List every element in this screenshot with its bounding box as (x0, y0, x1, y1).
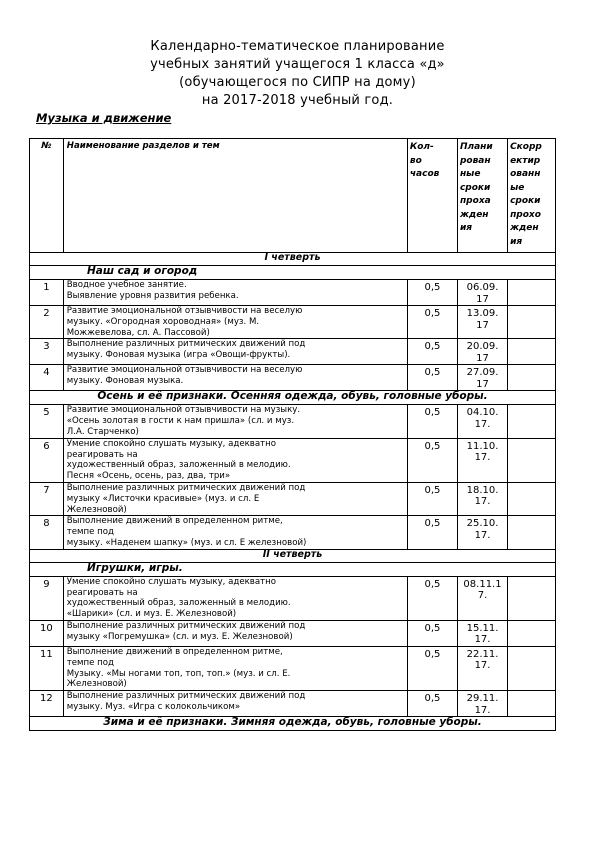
row-planned-date: 04.10. 17. (457, 405, 507, 438)
row-number: 9 (30, 576, 64, 620)
section-autumn-label: Осень и её признаки. Осенняя одежда, обувь, головные уборы. (30, 391, 556, 405)
section-autumn (30, 391, 556, 405)
row-hours: 0,5 (407, 620, 457, 646)
title-line-2: учебных занятий учащегося 1 класса «д» (150, 57, 445, 72)
title-line-3: (обучающегося по СИПР на дому) (179, 75, 416, 90)
header-name: Наименование разделов и тем (63, 139, 407, 253)
row-number: 10 (30, 620, 64, 646)
row-corrected-date (508, 306, 556, 339)
row-hours: 0,5 (407, 482, 457, 515)
row-topic: Выполнение различных ритмических движений под музыку «Листочки красивые» (муз. и сл. Е Железновой) (63, 482, 407, 515)
row-topic: Развитие эмоциональной отзывчивости на веселую музыку. Фоновая музыка. (63, 365, 407, 391)
row-hours: 0,5 (407, 365, 457, 391)
table-row (30, 365, 556, 391)
row-number: 8 (30, 516, 64, 549)
row-planned-date: 06.09. 17 (457, 280, 507, 306)
row-number: 12 (30, 691, 64, 717)
row-corrected-date (508, 646, 556, 690)
table-row (30, 405, 556, 438)
row-topic: Умение спокойно слушать музыку, адекватно реагировать на художественный образ, заложенный в мелодию. «Шарики» (сл. и муз. Е. Железновой) (63, 576, 407, 620)
row-number: 4 (30, 365, 64, 391)
table-row (30, 306, 556, 339)
row-planned-date: 22.11. 17. (457, 646, 507, 690)
document-title (0, 38, 595, 110)
quarter-1-header-label: I четверть (30, 253, 556, 266)
row-number: 7 (30, 482, 64, 515)
row-corrected-date (508, 438, 556, 482)
row-corrected-date (508, 339, 556, 365)
row-topic: Выполнение различных ритмических движений под музыку «Погремушка» (сл. и муз. Е. Железновой) (63, 620, 407, 646)
row-number: 1 (30, 280, 64, 306)
row-topic: Развитие эмоциональной отзывчивости на музыку. «Осень золотая в гости к нам пришла» (сл. и муз. Л.А. Старченко) (63, 405, 407, 438)
table-row (30, 516, 556, 549)
table-row (30, 438, 556, 482)
table-row (30, 691, 556, 717)
table-row (30, 620, 556, 646)
row-planned-date: 11.10. 17. (457, 438, 507, 482)
row-corrected-date (508, 691, 556, 717)
row-planned-date: 08.11.1 7. (457, 576, 507, 620)
row-hours: 0,5 (407, 280, 457, 306)
row-topic: Развитие эмоциональной отзывчивости на веселую музыку. «Огородная хороводная» (муз. М. Можжевелова, сл. А. Пассовой) (63, 306, 407, 339)
row-hours: 0,5 (407, 516, 457, 549)
table-row (30, 576, 556, 620)
row-planned-date: 25.10. 17. (457, 516, 507, 549)
row-topic: Умение спокойно слушать музыку, адекватно реагировать на художественный образ, заложенный в мелодию. Песня «Осень, осень, раз, два, три» (63, 438, 407, 482)
table-row (30, 646, 556, 690)
row-number: 5 (30, 405, 64, 438)
plan-table (29, 138, 556, 731)
row-topic: Выполнение различных ритмических движений под музыку. Фоновая музыка (игра «Овощи-фрукты). (63, 339, 407, 365)
row-number: 2 (30, 306, 64, 339)
row-planned-date: 13.09. 17 (457, 306, 507, 339)
row-corrected-date (508, 405, 556, 438)
row-hours: 0,5 (407, 405, 457, 438)
row-corrected-date (508, 516, 556, 549)
section-toys-label: Игрушки, игры. (30, 562, 556, 576)
section-garden (30, 266, 556, 280)
title-line-4: на 2017-2018 учебный год. (201, 93, 394, 108)
row-hours: 0,5 (407, 576, 457, 620)
row-planned-date: 15.11. 17. (457, 620, 507, 646)
row-number: 6 (30, 438, 64, 482)
table-row (30, 339, 556, 365)
quarter-1-header (30, 253, 556, 266)
row-corrected-date (508, 482, 556, 515)
section-winter-label: Зима и её признаки. Зимняя одежда, обувь, головные уборы. (30, 717, 556, 731)
section-garden-label: Наш сад и огород (30, 266, 556, 280)
row-hours: 0,5 (407, 691, 457, 717)
header-plan: Плани рован ные сроки проха жден ия (457, 139, 507, 253)
row-hours: 0,5 (407, 438, 457, 482)
row-planned-date: 20.09. 17 (457, 339, 507, 365)
section-winter (30, 717, 556, 731)
header-fact: Скорр ектир ованн ые сроки прохо жден ия (508, 139, 556, 253)
row-corrected-date (508, 280, 556, 306)
section-toys (30, 562, 556, 576)
quarter-2-header (30, 549, 556, 562)
row-topic: Выполнение движений в определенном ритме, темпе под музыку. «Наденем шапку» (муз. и сл. Е железновой) (63, 516, 407, 549)
row-corrected-date (508, 620, 556, 646)
row-corrected-date (508, 365, 556, 391)
row-planned-date: 18.10. 17. (457, 482, 507, 515)
row-corrected-date (508, 576, 556, 620)
row-number: 3 (30, 339, 64, 365)
row-number: 11 (30, 646, 64, 690)
subject-heading: Музыка и движение (36, 111, 172, 125)
row-hours: 0,5 (407, 646, 457, 690)
row-topic: Выполнение различных ритмических движений под музыку. Муз. «Игра с колокольчиком» (63, 691, 407, 717)
header-hours: Кол- во часов (407, 139, 457, 253)
title-line-1: Календарно-тематическое планирование (150, 39, 445, 54)
header-num: № (30, 139, 64, 253)
row-hours: 0,5 (407, 306, 457, 339)
row-planned-date: 27.09. 17 (457, 365, 507, 391)
row-topic: Выполнение движений в определенном ритме, темпе под Музыку. «Мы ногами топ, топ, топ.» (муз. и сл. Е. Железновой) (63, 646, 407, 690)
row-topic: Вводное учебное занятие. Выявление уровня развития ребенка. (63, 280, 407, 306)
row-hours: 0,5 (407, 339, 457, 365)
quarter-2-header-label: II четверть (30, 549, 556, 562)
table-row (30, 482, 556, 515)
table-header-row (30, 139, 556, 253)
table-row (30, 280, 556, 306)
row-planned-date: 29.11. 17. (457, 691, 507, 717)
